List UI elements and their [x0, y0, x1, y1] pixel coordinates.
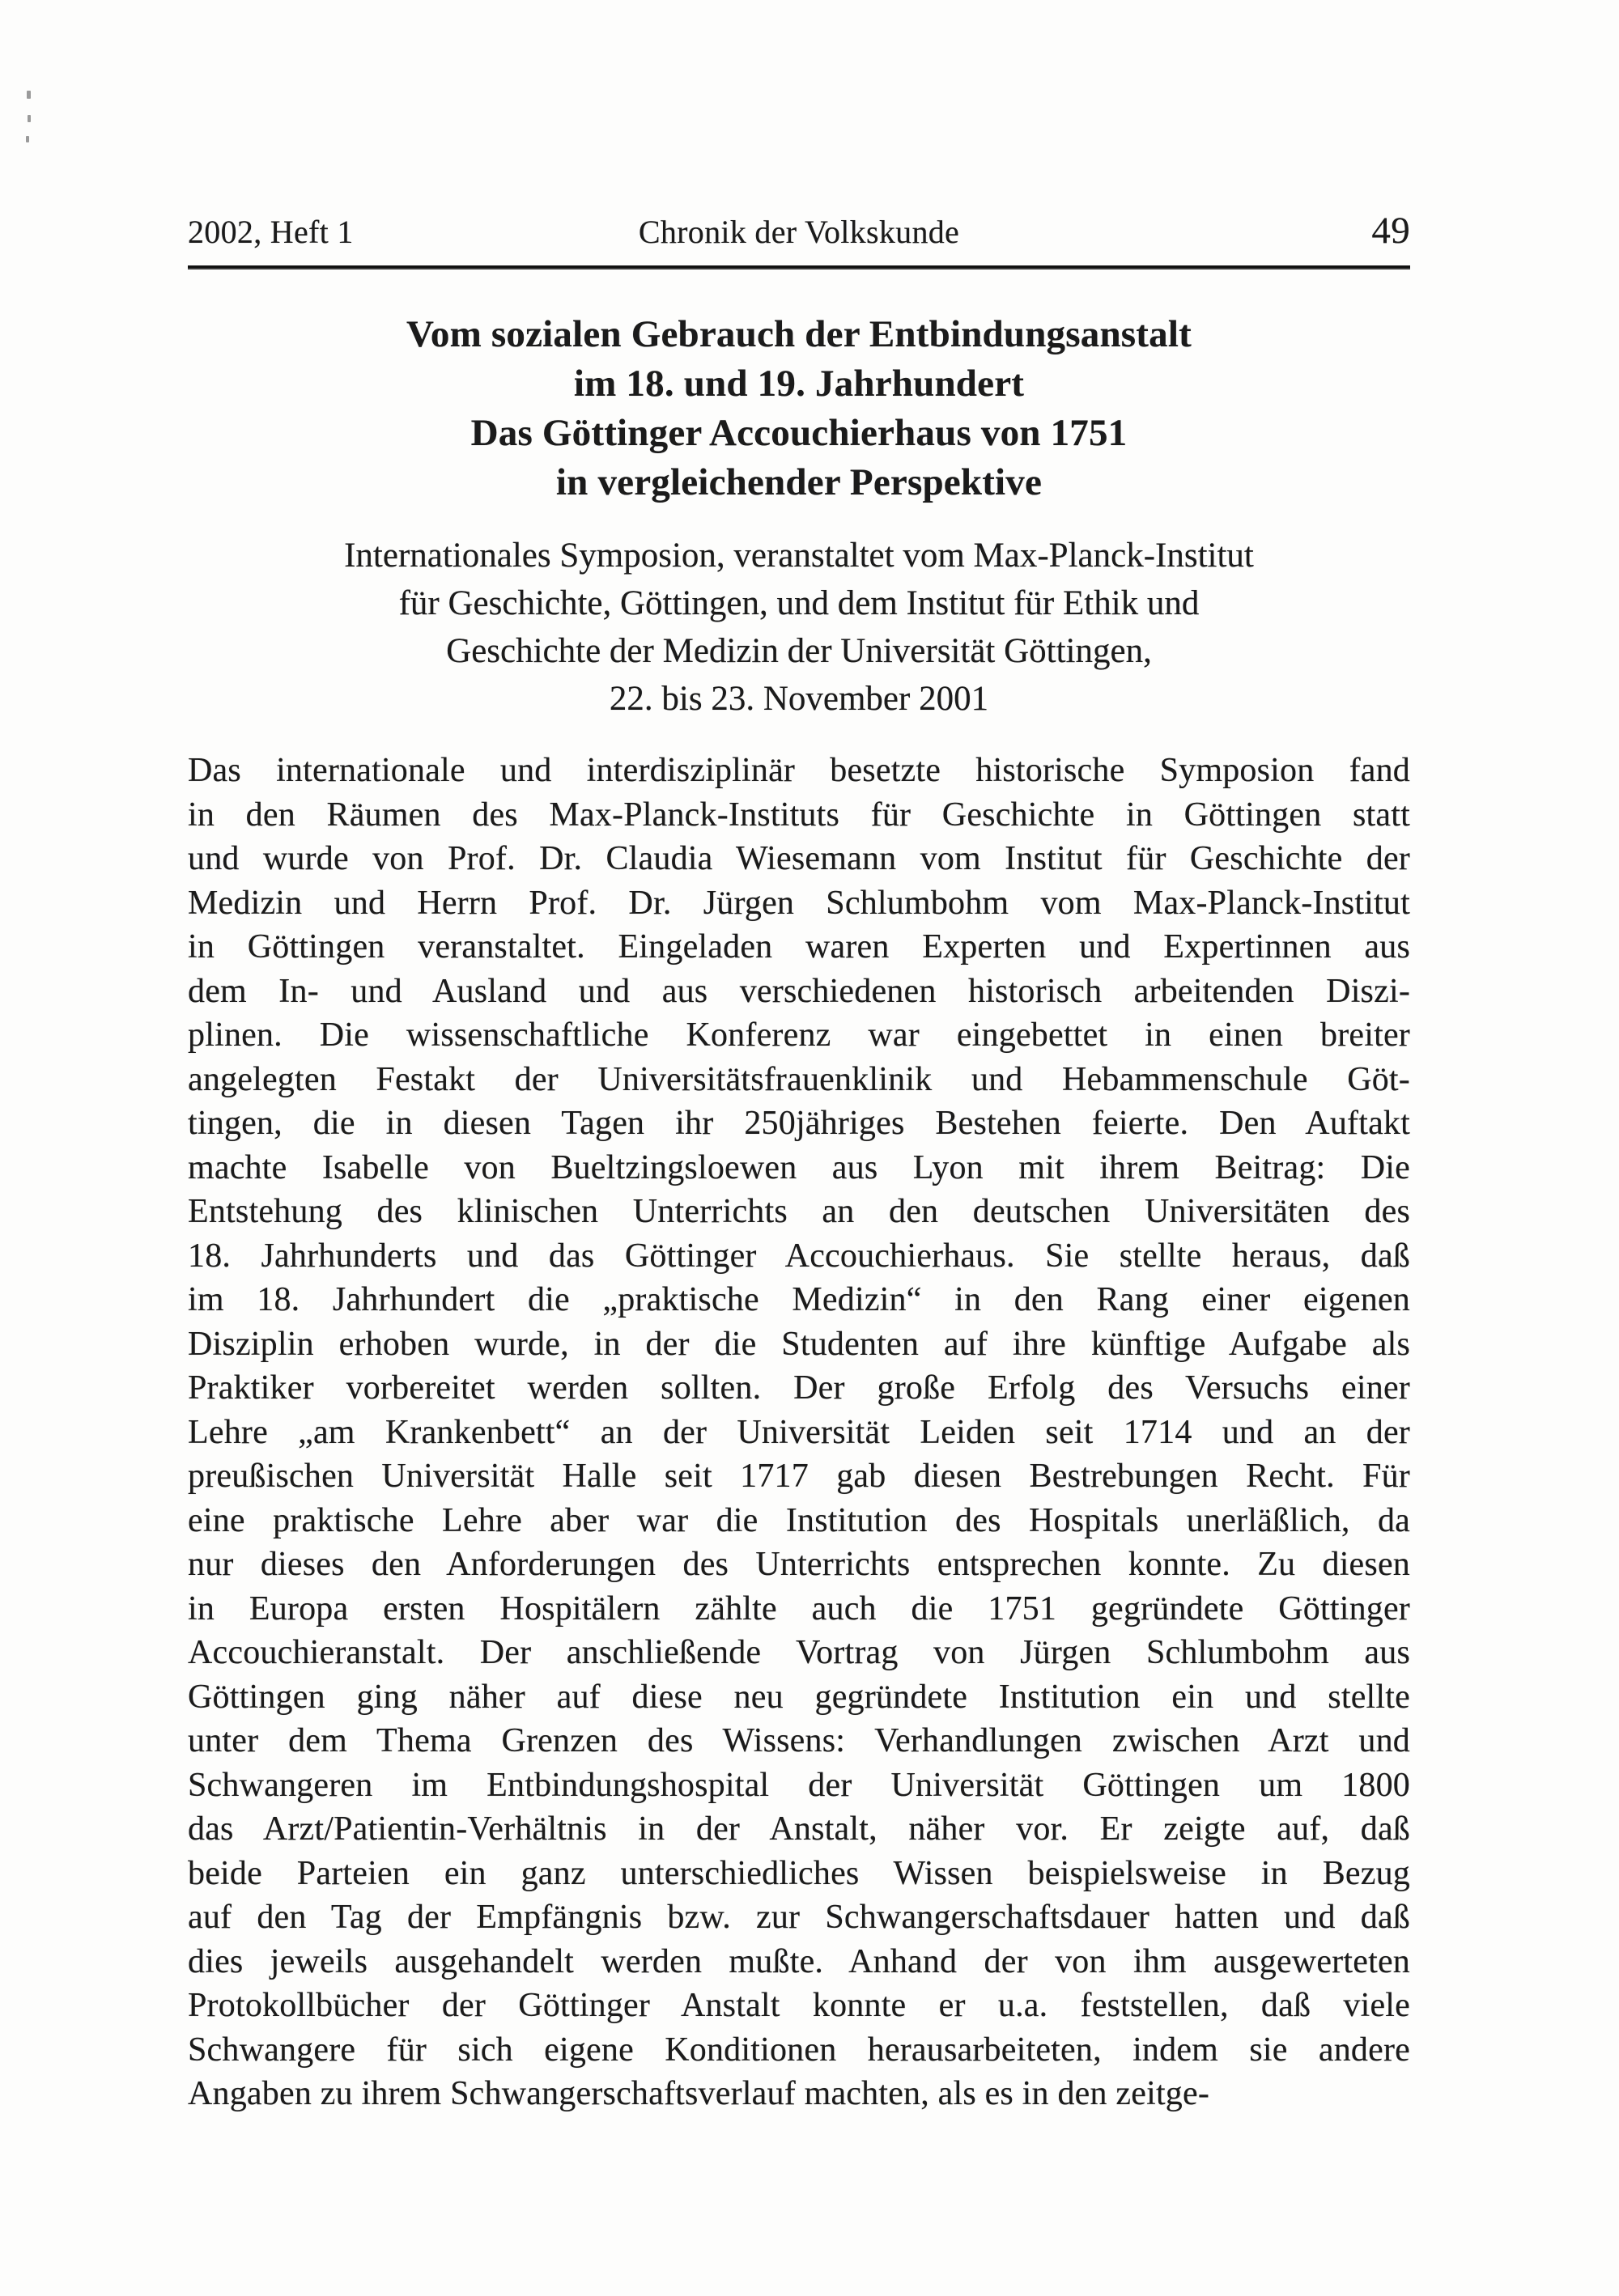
body-text-line: Schwangere für sich eigene Konditionen herausarbeiteten, indem sie andere: [188, 2031, 1410, 2069]
body-text-line: Göttingen ging näher auf diese neu gegründete Institution ein und stellte: [188, 1678, 1410, 1716]
body-text-line: dem In- und Ausland und aus verschiedenen historisch arbeitenden Diszi-: [188, 972, 1410, 1010]
body-text-line: 18. Jahrhunderts und das Göttinger Accouchierhaus. Sie stellte heraus, daß: [188, 1237, 1410, 1275]
body-text-line: und wurde von Prof. Dr. Claudia Wiesemann vom Institut für Geschichte der: [188, 840, 1410, 877]
journal-name: Chronik der Volkskunde: [638, 214, 960, 250]
body-text-line: Accouchieranstalt. Der anschließende Vortrag von Jürgen Schlumbohm aus: [188, 1634, 1410, 1671]
body-text-line: Das internationale und interdisziplinär besetzte historische Symposion fand: [188, 752, 1410, 789]
body-text-line: preußischen Universität Halle seit 1717 gab diesen Bestrebungen Recht. Für: [188, 1458, 1410, 1495]
symposium-subtitle-line: 22. bis 23. November 2001: [609, 680, 989, 718]
symposium-subtitle-line: Internationales Symposion, veranstaltet vom Max-Planck-Institut: [344, 537, 1254, 575]
body-text-line: Medizin und Herrn Prof. Dr. Jürgen Schlumbohm vom Max-Planck-Institut: [188, 884, 1410, 922]
body-text-line: Protokollbücher der Göttinger Anstalt konnte er u.a. feststellen, daß viele: [188, 1987, 1410, 2024]
body-text-line: im 18. Jahrhundert die „praktische Medizin“ in den Rang einer eigenen: [188, 1281, 1410, 1318]
body-text-line: auf den Tag der Empfängnis bzw. zur Schwangerschaftsdauer hatten und daß: [188, 1899, 1410, 1936]
symposium-subtitle-line: für Geschichte, Göttingen, und dem Institut für Ethik und: [398, 584, 1200, 622]
article-title-line: in vergleichender Perspektive: [555, 461, 1043, 503]
body-text-line: Lehre „am Krankenbett“ an der Universität Leiden seit 1714 und an der: [188, 1413, 1410, 1451]
page-number: 49: [1371, 210, 1410, 252]
body-text-line: unter dem Thema Grenzen des Wissens: Verhandlungen zwischen Arzt und: [188, 1722, 1410, 1759]
body-text-line: in den Räumen des Max-Planck-Instituts für Geschichte in Göttingen statt: [188, 796, 1410, 834]
body-text-line: nur dieses den Anforderungen des Unterrichts entsprechen konnte. Zu diesen: [188, 1546, 1410, 1583]
body-text-line: das Arzt/Patientin-Verhältnis in der Anstalt, näher vor. Er zeigte auf, daß: [188, 1810, 1410, 1848]
scan-artifact: [27, 91, 31, 99]
journal-issue: 2002, Heft 1: [188, 214, 354, 250]
body-text-line: Schwangeren im Entbindungshospital der Universität Göttingen um 1800: [188, 1766, 1410, 1804]
body-text-line: machte Isabelle von Bueltzingsloewen aus Lyon mit ihrem Beitrag: Die: [188, 1148, 1410, 1186]
body-text-line: dies jeweils ausgehandelt werden mußte. Anhand der von ihm ausgewerteten: [188, 1942, 1410, 1980]
body-text-line: Entstehung des klinischen Unterrichts an den deutschen Universitäten des: [188, 1193, 1410, 1230]
body-text-line: Praktiker vorbereitet werden sollten. Der große Erfolg des Versuchs einer: [188, 1369, 1410, 1407]
body-text-line: plinen. Die wissenschaftliche Konferenz war eingebettet in einen breiter: [188, 1016, 1410, 1054]
article-title: [188, 310, 1410, 507]
running-header: [188, 212, 1410, 251]
article-title-line: im 18. und 19. Jahrhundert: [573, 363, 1025, 405]
article-title-line: Das Göttinger Accouchierhaus von 1751: [470, 412, 1128, 454]
scan-artifact: [28, 115, 31, 122]
symposium-subtitle: [188, 532, 1410, 723]
symposium-subtitle-line: Geschichte der Medizin der Universität Göttingen,: [446, 632, 1152, 670]
body-text-line: angelegten Festakt der Universitätsfrauenklinik und Hebammenschule Göt-: [188, 1060, 1410, 1098]
body-text-line: eine praktische Lehre aber war die Institution des Hospitals unerläßlich, da: [188, 1501, 1410, 1539]
article-title-line: Vom sozialen Gebrauch der Entbindungsanstalt: [406, 313, 1192, 355]
body-text-line: in Göttingen veranstaltet. Eingeladen waren Experten und Expertinnen aus: [188, 928, 1410, 966]
scan-artifact: [26, 136, 29, 142]
article-body: [188, 749, 1410, 2116]
body-text-line: in Europa ersten Hospitälern zählte auch die 1751 gegründete Göttinger: [188, 1589, 1410, 1628]
body-text-line: beide Parteien ein ganz unterschiedliches Wissen beispielsweise in Bezug: [188, 1854, 1410, 1892]
body-text-line: Angaben zu ihrem Schwangerschaftsverlauf machten, als es in den zeitge-: [188, 2075, 1210, 2112]
header-rule: [188, 265, 1410, 269]
body-text-line: Disziplin erhoben wurde, in der die Studenten auf ihre künftige Aufgabe als: [188, 1325, 1410, 1363]
body-text-line: tingen, die in diesen Tagen ihr 250jähriges Bestehen feierte. Den Auftakt: [188, 1105, 1410, 1142]
